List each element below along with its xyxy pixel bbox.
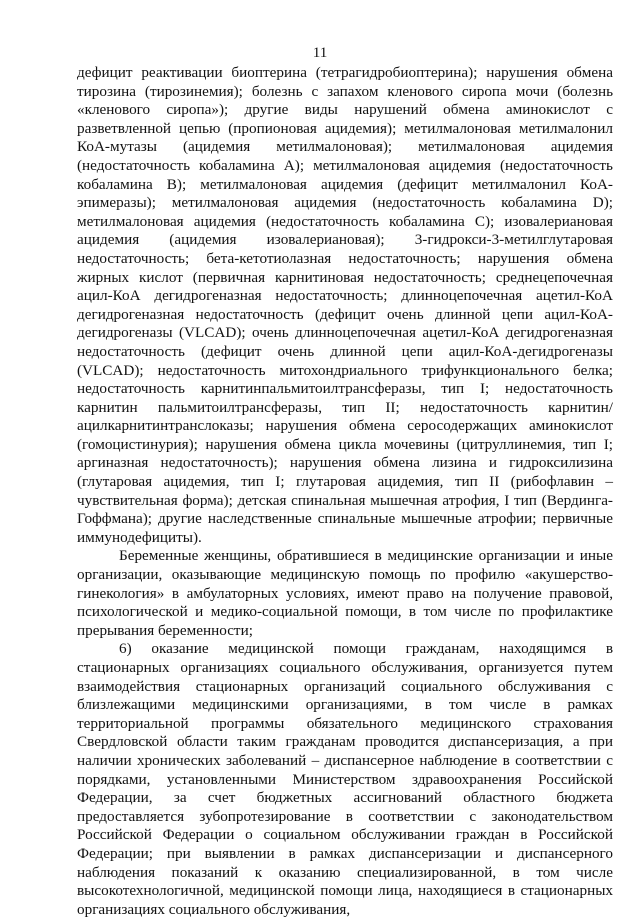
paragraph-disease-list: дефицит реактивации биоптерина (тетрагидробиоптерина); нарушения обмена тирозина (тирозинемия); болезнь с запахом кленового сиропа мочи (болезнь «кленового сиропа»); другие виды нарушений обмена аминокислот с разветвленной цепью (пропионовая ацидемия); метилмалоновая метилмалонил КоА-мутазы (ацидемия метилмалоновая); метилмалоновая ацидемия (недостаточность кобаламина А); метилмалоновая ацидемия (недостаточность кобаламина В); метилмалоновая ацидемия (дефицит метилмалонил КоА-эпимеразы); метилмалоновая ацидемия (недостаточность кобаламина D); метилмалоновая ацидемия (недостаточность кобаламина С); изовалериановая ацидемия (ацидемия изовалериановая); 3-гидрокси-3-метилглутаровая недостаточность; бета-кетотиолазная недостаточность; нарушения обмена жирных кислот (первичная карнитиновая недостаточность; среднецепочечная ацил-КоА дегидрогеназная недостаточность; длинноцепочечная ацетил-КоА дегидрогеназная недостаточность (дефицит очень длинной цепи ацил-КоА-дегидрогеназы (VLCAD); очень длинноцепочечная ацетил-КоА дегидрогеназная недостаточность (дефицит очень длинной цепи ацил-КоА-дегидрогеназы (VLCAD); недостаточность митохондриального трифункционального белка; недостаточность карнитинпальмитоилтрансферазы, тип I; недостаточность карнитин пальмитоилтрансферазы, тип II; недостаточность карнитин/ацилкарнитинтранслоказы; нарушения обмена серосодержащих аминокислот (гомоцистинурия); нарушения обмена цикла мочевины (цитруллинемия, тип I; аргиназная недостаточность); нарушения обмена лизина и гидроксилизина (глутаровая ацидемия, тип I; глутаровая ацидемия, тип II (рибофлавин – чувствительная форма); детская спинальная мышечная атрофия, I тип (Вердинга-Гоффмана); другие наследственные спинальные мышечные атрофии; первичные иммунодефициты). [77,64,613,546]
paragraph-item-6-social-care: 6) оказание медицинской помощи гражданам, находящимся в стационарных организациях социального обслуживания, организуется путем взаимодействия стационарных организаций социального обслуживания с близлежащими медицинскими организациями, в том числе в рамках территориальной программы обязательного медицинского страхования Свердловской области таким гражданам проводится диспансеризация, а при наличии хронических заболеваний – диспансерное наблюдение в соответствии с порядками, установленными Министерством здравоохранения Российской Федерации, за счет бюджетных ассигнований областного бюджета предоставляется зубопротезирование в соответствии с законодательством Российской Федерации о социальном обслуживании граждан в Российской Федерации; при выявлении в рамках диспансеризации и диспансерного наблюдения показаний к оказанию специализированной, в том числе высокотехнологичной, медицинской помощи лица, находящиеся в стационарных организациях социального обслуживания, [77,640,613,918]
body-text [77,64,613,919]
paragraph-pregnant-women: Беременные женщины, обратившиеся в медицинские организации и иные организации, оказывающие медицинскую помощь по профилю «акушерство-гинекология» в амбулаторных условиях, имеют право на получение правовой, психологической и медико-социальной помощи, в том числе по профилактике прерывания беременности; [77,547,613,639]
page-number: 11 [312,44,328,61]
